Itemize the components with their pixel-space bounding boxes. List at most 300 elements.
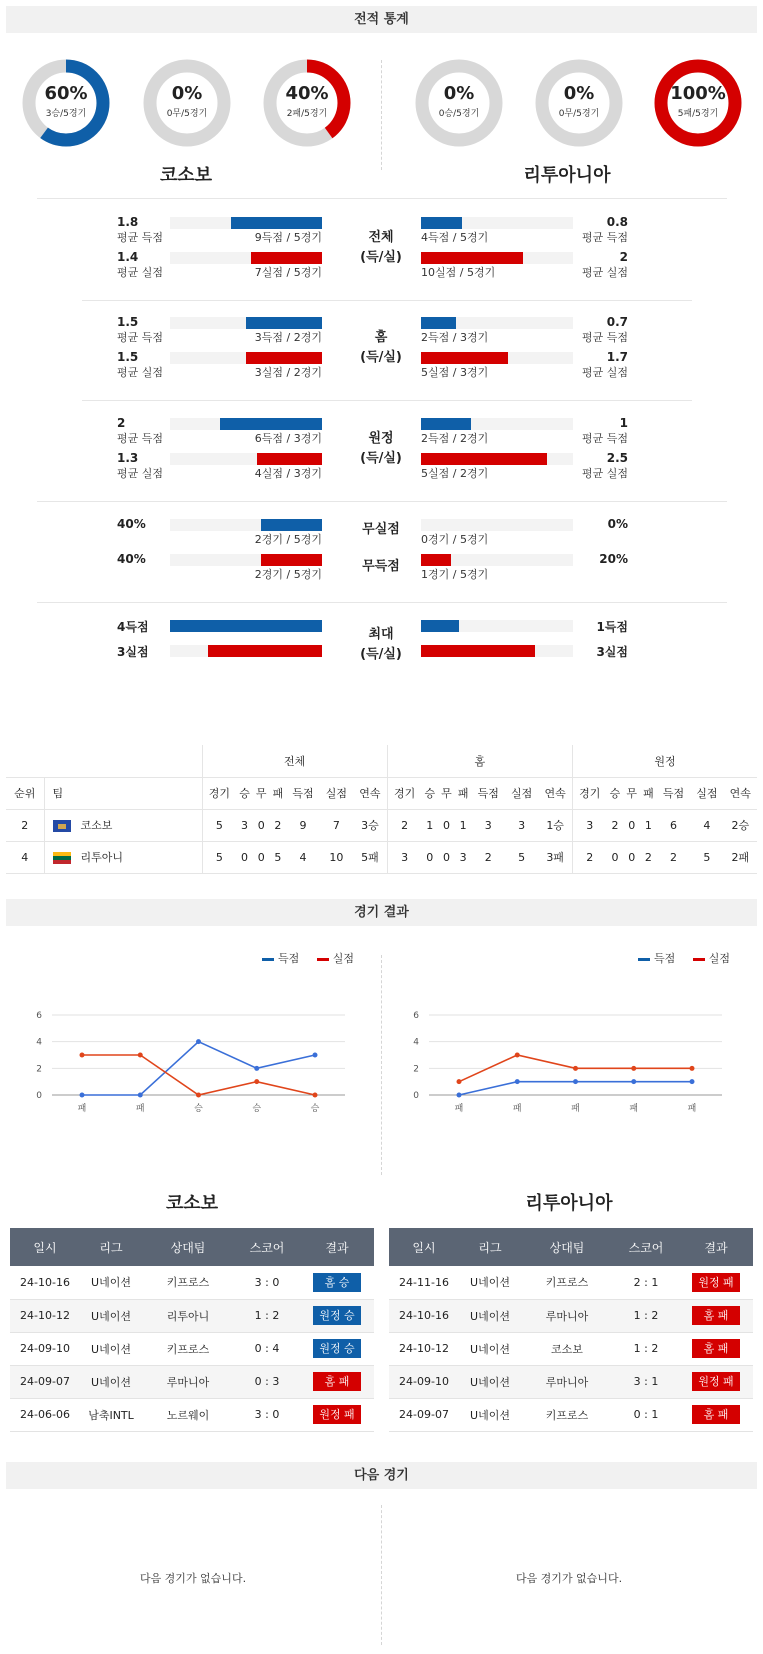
donut-percent: 0% xyxy=(563,83,595,104)
table-row[interactable] xyxy=(389,1266,753,1299)
away-team-name: 리투아니아 xyxy=(523,165,611,186)
stat-home: 2 xyxy=(472,841,505,873)
stat-away: 5 xyxy=(690,841,723,873)
data-point xyxy=(196,1093,201,1098)
away-stat-sub: 5실점 / 3경기 xyxy=(421,366,489,379)
col-무: 무 xyxy=(623,777,640,809)
results-col-header: 일시 xyxy=(10,1228,80,1266)
match-league: U네이션 xyxy=(459,1398,521,1431)
home-stat-bar xyxy=(208,645,322,657)
match-opponent: 루마니아 xyxy=(521,1299,613,1332)
col-득점: 득점 xyxy=(286,777,319,809)
away-stat-value: 0.8 xyxy=(606,215,628,229)
away-next-empty: 다음 경기가 없습니다. xyxy=(515,1572,623,1585)
data-point xyxy=(515,1053,520,1058)
stat-home: 0 xyxy=(421,841,438,873)
match-league: U네이션 xyxy=(80,1332,142,1365)
scored-legend-label: 득점 xyxy=(278,952,300,965)
away-stat-sub: 5실점 / 2경기 xyxy=(421,467,489,480)
away-stat-value: 1 xyxy=(619,416,628,430)
home-stat-track xyxy=(170,620,322,632)
stat-home: 1 xyxy=(455,809,472,841)
data-point xyxy=(573,1066,578,1071)
results-col-header: 스코어 xyxy=(234,1228,300,1266)
stat-all: 3 xyxy=(236,809,253,841)
stat-all: 5 xyxy=(202,841,236,873)
standings-group-1: 홈 xyxy=(387,745,572,777)
col-team: 팀 xyxy=(44,777,202,809)
away-stat-sub: 10실점 / 5경기 xyxy=(421,266,496,279)
match-result-cell xyxy=(679,1398,753,1431)
match-date: 24-11-16 xyxy=(389,1266,459,1299)
results-col-header: 결과 xyxy=(300,1228,374,1266)
away-stat-bar xyxy=(421,352,508,364)
team-cell[interactable] xyxy=(44,841,202,873)
record-section-header: 전적 통계 xyxy=(6,6,757,33)
home-stat-bar xyxy=(261,554,322,566)
standings-group-0: 전체 xyxy=(202,745,387,777)
stat-divider xyxy=(37,602,727,603)
home-stat-value: 1.5 xyxy=(117,315,139,329)
home-results-team: 코소보 xyxy=(165,1193,219,1214)
stat-home: 3 xyxy=(472,809,505,841)
home-chart-legend xyxy=(262,950,354,966)
y-tick-label: 2 xyxy=(413,1064,419,1075)
x-tick-label: 패 xyxy=(629,1104,639,1114)
away-stat-value: 1득점 xyxy=(596,620,628,634)
col-승: 승 xyxy=(421,777,438,809)
home-stat-label: 평균 득점 xyxy=(117,432,164,445)
home-stat-value: 40% xyxy=(117,552,146,566)
match-date: 24-10-16 xyxy=(389,1299,459,1332)
result-badge: 원정 패 xyxy=(692,1273,740,1292)
center-divider xyxy=(381,60,382,170)
col-실점: 실점 xyxy=(690,777,723,809)
stat-home: 0 xyxy=(438,841,455,873)
donut-subtext: 0무/5경기 xyxy=(166,109,208,119)
stat-all: 7 xyxy=(320,809,353,841)
results-header-row xyxy=(10,1228,374,1266)
away-stat-value: 0.7 xyxy=(606,315,628,329)
home-stat-sub: 2경기 / 5경기 xyxy=(254,568,322,581)
home-stat-value: 40% xyxy=(117,517,146,531)
match-opponent: 노르웨이 xyxy=(142,1398,234,1431)
stat-home: 3 xyxy=(387,841,421,873)
away-stat-bar xyxy=(421,317,456,329)
stat-away: 2 xyxy=(572,841,606,873)
stat-all: 0 xyxy=(253,841,270,873)
away-stat-track xyxy=(421,554,573,566)
data-point xyxy=(457,1079,462,1084)
col-실점: 실점 xyxy=(320,777,353,809)
stat-home: 5 xyxy=(505,841,538,873)
table-row[interactable] xyxy=(389,1398,753,1431)
home-stat-track xyxy=(170,217,322,229)
home-next-empty: 다음 경기가 없습니다. xyxy=(139,1572,247,1585)
home-stat-sub: 4실점 / 3경기 xyxy=(254,467,322,480)
away-stat-value: 2.5 xyxy=(606,451,628,465)
stat-all: 3승 xyxy=(353,809,387,841)
match-league: U네이션 xyxy=(459,1299,521,1332)
match-result-cell xyxy=(679,1266,753,1299)
y-tick-label: 6 xyxy=(36,1011,42,1021)
stat-away: 0 xyxy=(623,841,640,873)
away-stat-bar xyxy=(421,645,535,657)
match-result-cell xyxy=(300,1266,374,1299)
home-stat-bar xyxy=(170,620,322,632)
y-tick-label: 6 xyxy=(413,1011,419,1021)
stat-category-line: 전체 xyxy=(368,230,394,245)
results-col-header: 리그 xyxy=(459,1228,521,1266)
col-경기: 경기 xyxy=(572,777,606,809)
home-stat-value: 4득점 xyxy=(117,620,149,634)
stat-away: 6 xyxy=(657,809,690,841)
results-section-header: 경기 결과 xyxy=(6,899,757,926)
result-badge: 홈 패 xyxy=(313,1372,361,1391)
home-stat-bar xyxy=(246,352,322,364)
home-stat-label: 평균 실점 xyxy=(117,467,164,480)
stat-category-line: 최대 xyxy=(368,627,394,642)
stat-category-4 xyxy=(346,625,416,665)
data-point xyxy=(196,1039,201,1044)
x-tick-label: 승 xyxy=(194,1104,203,1114)
team-name: 리투아니 xyxy=(80,851,124,864)
match-opponent: 코소보 xyxy=(521,1332,613,1365)
stat-category-line: 홈 xyxy=(374,330,388,345)
home-stat-label: 평균 득점 xyxy=(117,331,164,344)
match-opponent: 리투아니 xyxy=(142,1299,234,1332)
scored-legend-swatch xyxy=(262,958,274,961)
stat-category-0 xyxy=(346,228,416,268)
home-stat-track xyxy=(170,317,322,329)
team-rank: 2 xyxy=(6,809,44,841)
match-date: 24-10-12 xyxy=(10,1299,80,1332)
home-stat-track xyxy=(170,645,322,657)
scored-legend-swatch xyxy=(638,958,650,961)
kosovo-flag-icon xyxy=(53,820,71,832)
home-stat-sub: 6득점 / 3경기 xyxy=(254,432,322,445)
stat-all: 5패 xyxy=(353,841,387,873)
stat-home: 1승 xyxy=(538,809,572,841)
team-cell[interactable] xyxy=(44,809,202,841)
stat-category-line: (득/실) xyxy=(360,350,402,365)
match-league: U네이션 xyxy=(80,1299,142,1332)
match-date: 24-06-06 xyxy=(10,1398,80,1431)
chart-divider xyxy=(381,955,382,1175)
data-point xyxy=(254,1079,259,1084)
x-tick-label: 승 xyxy=(310,1104,320,1114)
match-result-cell xyxy=(679,1299,753,1332)
donut-subtext: 2패/5경기 xyxy=(286,109,328,119)
home-team-name: 코소보 xyxy=(159,165,213,186)
stat-away: 3 xyxy=(572,809,606,841)
donut-percent: 0% xyxy=(443,83,475,104)
stat-away: 2 xyxy=(640,841,657,873)
away-stat-bar xyxy=(421,252,523,264)
x-tick-label: 패 xyxy=(454,1104,464,1114)
donut-subtext: 3승/5경기 xyxy=(45,109,87,119)
stat-away: 4 xyxy=(690,809,723,841)
match-date: 24-10-12 xyxy=(389,1332,459,1365)
data-point xyxy=(457,1093,462,1098)
away-stat-bar xyxy=(421,453,547,465)
table-row[interactable] xyxy=(10,1332,374,1365)
data-point xyxy=(313,1093,318,1098)
home-stat-value: 1.5 xyxy=(117,350,139,364)
away-stat-value: 2 xyxy=(619,250,628,264)
match-date: 24-09-07 xyxy=(10,1365,80,1398)
away-stat-track xyxy=(421,217,573,229)
stat-category-line: 원정 xyxy=(368,431,394,446)
table-row[interactable] xyxy=(10,1299,374,1332)
stat-category-3-0: 무실점 xyxy=(362,522,400,537)
away-stat-bar xyxy=(421,620,459,632)
result-badge: 원정 패 xyxy=(313,1405,361,1424)
series-line-1 xyxy=(82,1055,315,1095)
match-result-cell xyxy=(679,1365,753,1398)
result-badge: 원정 패 xyxy=(692,1372,740,1391)
results-header-row xyxy=(389,1228,753,1266)
standings-header-row xyxy=(6,777,757,809)
col-무: 무 xyxy=(438,777,455,809)
stat-all: 9 xyxy=(286,809,319,841)
stat-home: 3 xyxy=(505,809,538,841)
stat-all: 0 xyxy=(253,809,270,841)
away-donut-2 xyxy=(654,59,742,147)
match-score: 1 : 2 xyxy=(234,1299,300,1332)
data-point xyxy=(80,1093,85,1098)
home-stat-bar xyxy=(246,317,322,329)
match-league: U네이션 xyxy=(80,1365,142,1398)
match-score: 3 : 1 xyxy=(613,1365,679,1398)
col-득점: 득점 xyxy=(472,777,505,809)
match-result-cell xyxy=(300,1365,374,1398)
conceded-legend-label: 실점 xyxy=(708,952,731,965)
away-stat-label: 평균 실점 xyxy=(581,467,628,480)
lithuania-flag-icon xyxy=(53,852,71,864)
home-stat-label: 평균 득점 xyxy=(117,231,164,244)
away-donut-1 xyxy=(535,59,623,147)
standings-table xyxy=(6,745,757,874)
conceded-legend-swatch xyxy=(317,958,329,961)
away-results-chart xyxy=(407,1005,747,1170)
data-point xyxy=(690,1079,695,1084)
away-stat-sub: 2득점 / 3경기 xyxy=(421,331,489,344)
away-stat-track xyxy=(421,645,573,657)
y-tick-label: 4 xyxy=(36,1037,42,1048)
stat-away: 1 xyxy=(640,809,657,841)
match-league: U네이션 xyxy=(459,1266,521,1299)
match-opponent: 루마니아 xyxy=(142,1365,234,1398)
data-point xyxy=(138,1053,143,1058)
stat-category-line: (득/실) xyxy=(360,647,402,662)
col-패: 패 xyxy=(640,777,657,809)
results-col-header: 결과 xyxy=(679,1228,753,1266)
donut-subtext: 5패/5경기 xyxy=(677,109,719,119)
match-score: 0 : 1 xyxy=(613,1398,679,1431)
col-경기: 경기 xyxy=(202,777,236,809)
col-패: 패 xyxy=(455,777,472,809)
match-score: 3 : 0 xyxy=(234,1398,300,1431)
home-stat-track xyxy=(170,519,322,531)
home-stat-track xyxy=(170,252,322,264)
away-stat-bar xyxy=(421,217,462,229)
away-stat-track xyxy=(421,418,573,430)
stat-category-3-1: 무득점 xyxy=(362,559,400,574)
home-results-table xyxy=(10,1228,374,1432)
away-stat-value: 3실점 xyxy=(596,645,628,659)
table-row[interactable] xyxy=(10,1398,374,1431)
match-score: 1 : 2 xyxy=(613,1332,679,1365)
stat-away: 2승 xyxy=(724,809,757,841)
donut-percent: 60% xyxy=(44,83,88,104)
stat-away: 0 xyxy=(623,809,640,841)
results-col-header: 스코어 xyxy=(613,1228,679,1266)
x-tick-label: 패 xyxy=(77,1104,87,1114)
away-stat-label: 평균 득점 xyxy=(581,331,628,344)
stat-all: 5 xyxy=(270,841,287,873)
standings-group-row xyxy=(6,745,757,777)
match-score: 0 : 4 xyxy=(234,1332,300,1365)
stat-home: 1 xyxy=(421,809,438,841)
donut-percent: 0% xyxy=(171,83,203,104)
away-stat-track xyxy=(421,519,573,531)
team-rank: 4 xyxy=(6,841,44,873)
away-stat-value: 1.7 xyxy=(606,350,628,364)
stat-away: 0 xyxy=(607,841,624,873)
stat-category-line: (득/실) xyxy=(360,250,402,265)
match-result-cell xyxy=(300,1299,374,1332)
home-stat-track xyxy=(170,453,322,465)
conceded-legend-label: 실점 xyxy=(332,952,355,965)
x-tick-label: 승 xyxy=(252,1104,262,1114)
stat-all: 4 xyxy=(286,841,319,873)
stat-home: 3 xyxy=(455,841,472,873)
match-result-cell xyxy=(300,1332,374,1365)
data-point xyxy=(631,1066,636,1071)
data-point xyxy=(515,1079,520,1084)
match-date: 24-09-10 xyxy=(389,1365,459,1398)
x-tick-label: 패 xyxy=(512,1104,522,1114)
match-result-cell xyxy=(679,1332,753,1365)
home-stat-bar xyxy=(220,418,322,430)
col-경기: 경기 xyxy=(387,777,421,809)
home-stat-value: 2 xyxy=(117,416,126,430)
conceded-legend-swatch xyxy=(693,958,705,961)
table-row[interactable] xyxy=(10,1266,374,1299)
away-stat-label: 평균 실점 xyxy=(581,366,628,379)
home-results-chart xyxy=(30,1005,370,1170)
match-league: 남축INTL xyxy=(80,1398,142,1431)
stat-category-line: (득/실) xyxy=(360,451,402,466)
table-row[interactable] xyxy=(389,1299,753,1332)
home-stat-bar xyxy=(257,453,322,465)
away-stat-bar xyxy=(421,554,451,566)
col-득점: 득점 xyxy=(657,777,690,809)
results-col-header: 상대팀 xyxy=(142,1228,234,1266)
stat-home: 3패 xyxy=(538,841,572,873)
home-stat-value: 3실점 xyxy=(117,645,149,659)
match-opponent: 키프로스 xyxy=(142,1332,234,1365)
home-stat-sub: 7실점 / 5경기 xyxy=(254,266,322,279)
table-row xyxy=(6,809,757,841)
away-stat-sub: 0경기 / 5경기 xyxy=(421,533,489,546)
data-point xyxy=(80,1053,85,1058)
data-point xyxy=(313,1053,318,1058)
stat-away: 2패 xyxy=(724,841,757,873)
home-stat-bar xyxy=(231,217,322,229)
match-opponent: 키프로스 xyxy=(521,1266,613,1299)
results-col-header: 리그 xyxy=(80,1228,142,1266)
home-stat-value: 1.4 xyxy=(117,250,139,264)
match-league: U네이션 xyxy=(459,1332,521,1365)
donut-subtext: 0승/5경기 xyxy=(438,109,480,119)
stat-divider xyxy=(82,400,692,401)
away-results-table xyxy=(389,1228,753,1432)
table-row[interactable] xyxy=(10,1365,374,1398)
home-stat-bar xyxy=(261,519,322,531)
away-stat-value: 20% xyxy=(599,552,628,566)
away-stat-track xyxy=(421,453,573,465)
home-donut-1 xyxy=(143,59,231,147)
stat-divider xyxy=(37,501,727,502)
result-badge: 홈 승 xyxy=(313,1273,361,1292)
away-stat-label: 평균 득점 xyxy=(581,432,628,445)
away-stat-sub: 4득점 / 5경기 xyxy=(421,231,489,244)
table-row xyxy=(6,841,757,873)
donut-subtext: 0무/5경기 xyxy=(558,109,600,119)
stat-home: 2 xyxy=(387,809,421,841)
match-league: U네이션 xyxy=(80,1266,142,1299)
next-divider xyxy=(381,1505,382,1645)
match-date: 24-10-16 xyxy=(10,1266,80,1299)
next-section-header: 다음 경기 xyxy=(6,1462,757,1489)
col-패: 패 xyxy=(270,777,287,809)
table-row[interactable] xyxy=(389,1365,753,1398)
match-league: U네이션 xyxy=(459,1365,521,1398)
data-point xyxy=(690,1066,695,1071)
match-opponent: 키프로스 xyxy=(521,1398,613,1431)
away-donut-0 xyxy=(415,59,503,147)
away-stat-label: 평균 득점 xyxy=(581,231,628,244)
away-stat-label: 평균 실점 xyxy=(581,266,628,279)
result-badge: 홈 패 xyxy=(692,1339,740,1358)
home-stat-track xyxy=(170,554,322,566)
results-col-header: 일시 xyxy=(389,1228,459,1266)
data-point xyxy=(138,1093,143,1098)
home-stat-sub: 9득점 / 5경기 xyxy=(254,231,322,244)
home-stat-track xyxy=(170,352,322,364)
match-date: 24-09-07 xyxy=(389,1398,459,1431)
result-badge: 원정 승 xyxy=(313,1306,361,1325)
x-tick-label: 패 xyxy=(135,1104,145,1114)
stat-all: 5 xyxy=(202,809,236,841)
stat-away: 2 xyxy=(657,841,690,873)
away-stat-track xyxy=(421,352,573,364)
result-badge: 홈 패 xyxy=(692,1306,740,1325)
stat-all: 0 xyxy=(236,841,253,873)
match-date: 24-09-10 xyxy=(10,1332,80,1365)
home-stat-value: 1.8 xyxy=(117,215,139,229)
team-name: 코소보 xyxy=(80,819,113,832)
away-chart-legend xyxy=(638,950,730,966)
stat-divider xyxy=(37,198,727,199)
data-point xyxy=(631,1079,636,1084)
table-row[interactable] xyxy=(389,1332,753,1365)
result-badge: 원정 승 xyxy=(313,1339,361,1358)
match-result-cell xyxy=(300,1398,374,1431)
home-donut-2 xyxy=(263,59,351,147)
